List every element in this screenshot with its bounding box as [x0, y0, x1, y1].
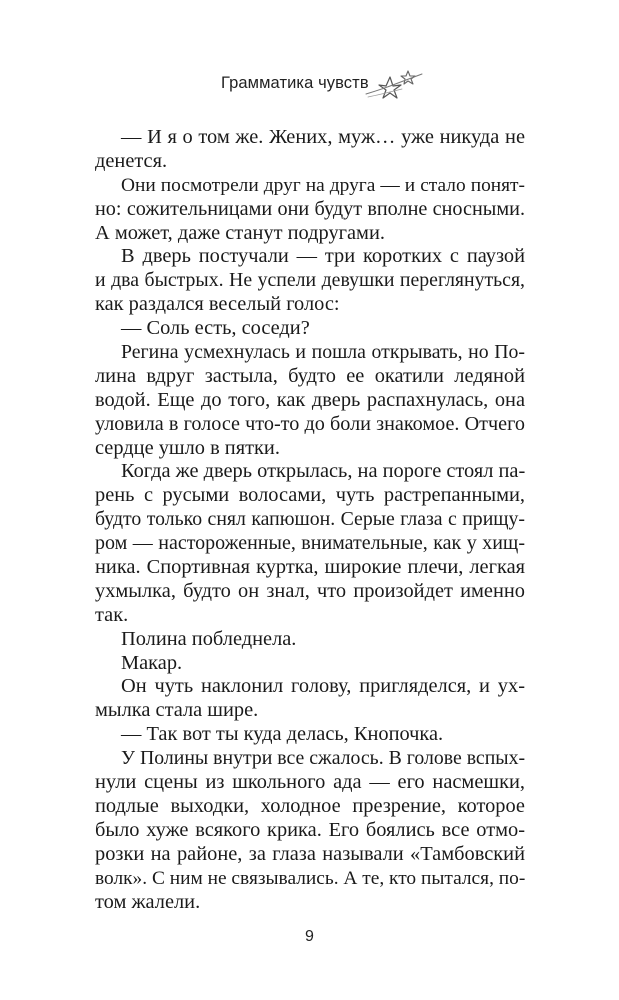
text-line: Он чуть наклонил голову, пригляделся, и ух-: [121, 675, 525, 698]
text-line: уловила в голосе что-то до боли знакомое. Отчего: [95, 412, 525, 435]
running-title: Грамматика чувств: [221, 74, 369, 92]
text-line: У Полины внутри все сжалось. В голове вспых-: [121, 747, 526, 770]
text-line: Они посмотрели друг на друга — и стало понят-: [121, 174, 525, 196]
text-line: Макар.: [121, 651, 183, 674]
text-line: нули сцены из школьного ада — его насмешки,: [95, 771, 525, 794]
text-line: ром — настороженные, внимательные, как у хищ-: [95, 532, 525, 555]
text-line: Когда же дверь открылась, на пороге стоял па-: [121, 460, 526, 483]
text-line: денется.: [95, 149, 168, 172]
text-line: подлые выходки, холодное презрение, которое: [95, 794, 525, 817]
text-line: — Так вот ты куда делась, Кнопочка.: [121, 723, 444, 746]
text-line: было хуже всякого крика. Его боялись все отмо-: [95, 818, 525, 841]
text-line: Регина усмехнулась и пошла открывать, но По-: [121, 341, 525, 364]
text-line: но: сожительницами они будут вполне сносными.: [95, 197, 525, 220]
text-line: и два быстрых. Не успели девушки переглянуться,: [95, 269, 525, 292]
text-line: будто только снял капюшон. Серые глаза с прищу-: [95, 508, 525, 531]
text-line: Полина побледнела.: [121, 627, 297, 650]
page-number: 9: [305, 928, 314, 945]
text-line: как раздался веселый голос:: [95, 293, 340, 316]
stars-icon: [364, 66, 424, 102]
text-line: В дверь постучали — три коротких с паузой: [121, 245, 525, 268]
text-line: сердце ушло в пятки.: [95, 436, 280, 459]
text-line: том жалели.: [95, 890, 201, 913]
text-line: ухмылка, будто он знал, что произойдет именно: [95, 579, 525, 602]
text-line: так.: [95, 603, 129, 626]
body-text: [95, 126, 525, 914]
text-line: лина вдруг застыла, будто ее окатили ледяной: [95, 364, 525, 387]
text-line: рень с русыми волосами, чуть растрепанными,: [95, 484, 525, 507]
text-line: розки на районе, за глаза называли «Тамбовский: [95, 842, 525, 865]
running-head: [0, 66, 619, 106]
text-line: — И я о том же. Жених, муж… уже никуда не: [121, 126, 525, 148]
text-line: — Соль есть, соседи?: [121, 317, 310, 340]
text-line: водой. Еще до того, как дверь распахнулась, она: [95, 388, 525, 411]
text-line: волк». С ним не связывались. А те, кто пытался, по-: [95, 867, 526, 889]
text-line: мылка стала шире.: [95, 699, 259, 722]
text-line: ника. Спортивная куртка, широкие плечи, легкая: [95, 556, 525, 579]
text-line: А может, даже станут подругами.: [95, 221, 385, 244]
